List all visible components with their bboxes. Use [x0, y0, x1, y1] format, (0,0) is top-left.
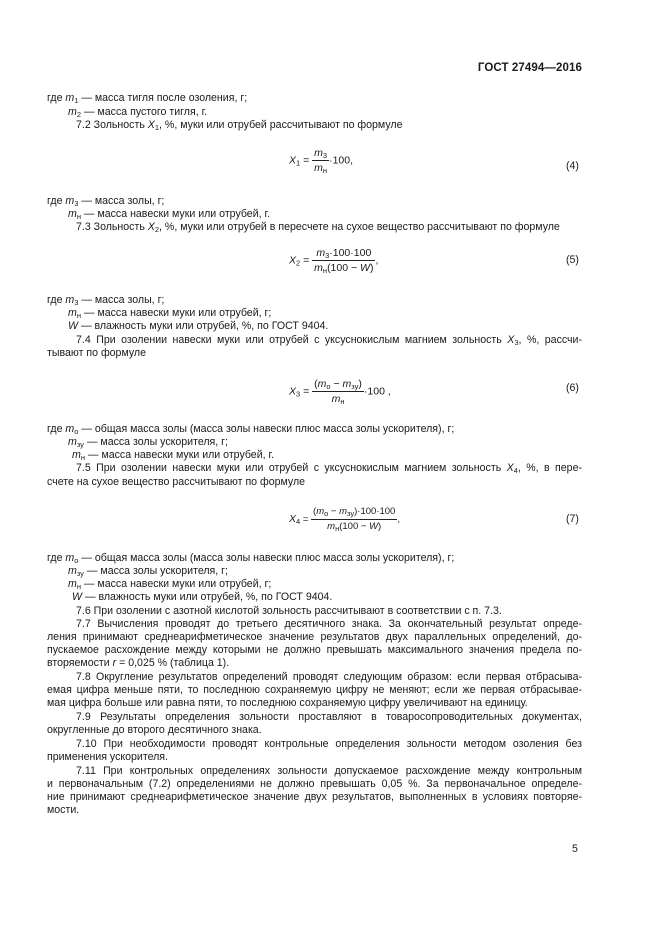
text: (	[314, 378, 318, 390]
sub: н	[80, 453, 85, 462]
sub: зу	[76, 440, 84, 449]
var: m	[65, 92, 75, 104]
text: )	[369, 262, 374, 274]
text: где	[47, 92, 66, 104]
text: , %, в пере-	[517, 462, 582, 474]
numerator	[311, 505, 397, 520]
text: = 0,025 % (таблица 1).	[116, 657, 230, 669]
var: m	[327, 521, 336, 532]
text: , %, рассчи-	[518, 334, 583, 346]
var: X	[507, 334, 515, 346]
clause-7-7-line	[47, 657, 229, 670]
sub: зу	[76, 569, 84, 578]
legend-line	[68, 208, 270, 221]
text: — общая масса золы (масса золы навески плюс масса золы ускорителя), г;	[78, 552, 455, 564]
clause-7-11-line: мости.	[47, 804, 80, 816]
clause-7-3	[76, 221, 560, 234]
text: — масса золы, г;	[78, 294, 165, 306]
formula-4	[289, 146, 353, 175]
tail: ·100,	[329, 154, 354, 167]
text: где	[47, 294, 66, 306]
sub: о	[74, 556, 79, 565]
text: )	[378, 521, 382, 532]
clause-7-9-line: округленные до второго десятичного знака.	[47, 724, 262, 736]
var: m	[331, 393, 341, 405]
text: вторяемости	[47, 657, 113, 669]
legend-line	[68, 565, 228, 578]
fraction	[311, 505, 397, 534]
text: (100 −	[327, 262, 361, 274]
numerator	[312, 246, 375, 261]
text: — масса навески муки или отрубей, г;	[80, 578, 272, 590]
text: — масса золы ускорителя, г;	[83, 436, 228, 448]
formula-number: (6)	[566, 382, 579, 394]
sub: 4	[513, 466, 518, 475]
op: =	[300, 154, 313, 167]
clause-7-5	[76, 462, 582, 475]
clause-7-10-line: применения ускорителя.	[47, 751, 168, 763]
text: ·100·100	[329, 247, 372, 259]
tail: ,	[397, 514, 400, 526]
formula-7	[289, 505, 400, 534]
var: m	[68, 565, 77, 577]
var: m	[68, 578, 77, 590]
var: X	[147, 221, 155, 233]
legend-line	[72, 591, 332, 604]
var: m	[65, 294, 75, 306]
denominator	[312, 261, 375, 275]
clause-7-4	[76, 334, 582, 347]
clause-7-11-line: 7.11 При контрольных определениях зольности допускаемое расхождение между контрольным	[76, 765, 582, 777]
sub: 2	[76, 110, 81, 119]
sub: 2	[154, 225, 160, 234]
sub: о	[324, 509, 329, 518]
numerator	[312, 377, 364, 392]
sub: 3	[74, 298, 79, 307]
text-line: счете на сухое вещество рассчитывают по формуле	[47, 476, 306, 488]
text: , %, муки или отрубей рассчитывают по формуле	[159, 119, 403, 131]
text: — масса навески муки или отрубей, г;	[80, 307, 272, 319]
var: X	[289, 385, 297, 398]
text: — масса навески муки или отрубей, г.	[84, 449, 275, 461]
legend-line	[72, 449, 274, 462]
sub: 1	[74, 96, 79, 105]
clause-7-7-line: 7.7 Вычисления проводят до третьего десятичного знака. За окончательный результат опреде-	[76, 618, 582, 630]
text: 7.3 Зольность	[76, 221, 148, 233]
var: m	[68, 436, 77, 448]
op: −	[330, 378, 343, 390]
formula-number: (7)	[566, 513, 579, 525]
formula-6	[289, 377, 391, 406]
var: m	[314, 147, 323, 159]
var: X	[147, 119, 155, 131]
text: )	[358, 378, 362, 390]
var: m	[314, 162, 323, 174]
var: m	[68, 208, 77, 220]
sub: н	[340, 397, 345, 406]
denominator	[311, 520, 397, 534]
text: — масса золы, г;	[78, 195, 165, 207]
sub: 1	[296, 158, 301, 168]
clause-7-6: 7.6 При озолении с азотной кислотой зольность рассчитывают в соответствии с п. 7.3.	[76, 605, 502, 617]
var: X	[506, 462, 514, 474]
sub: 3	[322, 151, 328, 160]
op: =	[300, 254, 313, 267]
var: m	[316, 506, 325, 517]
var: m	[68, 106, 77, 118]
var: m	[68, 307, 77, 319]
legend-line	[68, 320, 328, 333]
var: m	[316, 247, 326, 259]
sub: н	[76, 212, 81, 221]
sub: о	[74, 427, 79, 436]
var: m	[65, 423, 75, 435]
sub: 2	[296, 258, 301, 268]
op: −	[328, 506, 340, 517]
text: — масса навески муки или отрубей, г.	[80, 208, 271, 220]
text: (	[313, 506, 317, 517]
var: r	[112, 657, 117, 669]
legend-line	[68, 436, 228, 449]
text: — масса золы ускорителя, г;	[83, 565, 228, 577]
sub: н	[76, 582, 81, 591]
text-line: тывают по формуле	[47, 347, 146, 359]
legend-line	[68, 578, 271, 591]
text: (100 −	[339, 521, 370, 532]
clause-7-7-line: ления принимают среднеарифметическое значение результатов двух параллельных определений, до-	[47, 631, 582, 643]
fraction	[312, 146, 329, 175]
sub: н	[335, 524, 340, 533]
legend-line	[47, 423, 454, 436]
clause-7-10-line: 7.10 При необходимости проводят контрольные определения зольности методом озоления без	[76, 738, 582, 750]
text: — влажность муки или отрубей, %, по ГОСТ 9404.	[82, 591, 333, 603]
sub: 3	[296, 389, 301, 399]
numerator	[312, 146, 329, 161]
clause-7-8-line: мая цифра больше или равна пяти, то последнюю сохраняемую цифру увеличивают на единицу.	[47, 697, 528, 709]
formula-number: (4)	[566, 160, 579, 172]
sub: 3	[325, 251, 330, 260]
tail: ·100 ,	[363, 385, 391, 398]
text: где	[47, 552, 66, 564]
text: где	[47, 423, 66, 435]
var: X	[289, 513, 297, 526]
legend-line	[68, 106, 207, 119]
formula-number: (5)	[566, 254, 579, 266]
legend-line	[47, 92, 247, 105]
var: m	[317, 378, 327, 390]
sub: 4	[296, 517, 301, 527]
op: =	[300, 385, 313, 398]
var: m	[65, 195, 75, 207]
var: X	[289, 254, 297, 267]
sub: 3	[514, 338, 519, 347]
clause-7-8-line: 7.8 Округление результатов определений проводят следующим образом: если первая отбрасыва-	[76, 671, 582, 683]
clause-7-7-line: пускаемое расхождение между которыми не должно превышать максимального значения предела по-	[47, 644, 582, 656]
denominator	[312, 161, 329, 175]
sub: н	[322, 166, 328, 175]
text: — общая масса золы (масса золы навески плюс масса золы ускорителя), г;	[78, 423, 455, 435]
var: m	[72, 449, 81, 461]
sub: 3	[74, 199, 79, 208]
var: W	[360, 262, 370, 274]
clause-7-9-line: 7.9 Результаты определения зольности проставляют в товаросопроводительных документах,	[76, 711, 582, 723]
text: , %, муки или отрубей в пересчете на сухое вещество рассчитывают по формуле	[159, 221, 560, 233]
text: 7.4 При озолении навески муки или отрубей с уксуснокислым магнием зольность	[76, 334, 508, 346]
sub: 1	[154, 123, 160, 132]
var: X	[289, 154, 297, 167]
legend-line	[47, 552, 454, 565]
text: — масса пустого тигля, г.	[81, 106, 208, 118]
var: W	[68, 320, 78, 332]
clause-7-11-line: и первоначальным (7.2) определениями не должно превышать 0,05 %. За первоначальное определе-	[47, 778, 582, 790]
text: )·100·100	[354, 506, 396, 517]
legend-line	[47, 195, 164, 208]
legend-line	[47, 294, 164, 307]
text: — влажность муки или отрубей, %, по ГОСТ 9404.	[78, 320, 329, 332]
tail: ,	[375, 254, 379, 267]
fraction	[312, 377, 364, 406]
var: m	[342, 378, 352, 390]
text: 7.2 Зольность	[76, 119, 148, 131]
standard-header: ГОСТ 27494—2016	[477, 62, 582, 74]
clause-7-2	[76, 119, 402, 132]
denominator	[312, 392, 364, 406]
text: 7.5 При озолении навески муки или отрубей с уксуснокислым магнием зольность	[76, 462, 507, 474]
clause-7-11-line: ние принимают среднеарифметическое значение двух результатов, выполненных в условиях повторяе-	[47, 791, 582, 803]
var: W	[369, 521, 379, 532]
op: =	[300, 514, 312, 526]
var: m	[339, 506, 348, 517]
var: W	[72, 591, 82, 603]
var: m	[65, 552, 75, 564]
sub: зу	[347, 509, 355, 518]
text: — масса тигля после озоления, г;	[78, 92, 248, 104]
page-number: 5	[572, 843, 578, 855]
sub: о	[326, 382, 331, 391]
fraction	[312, 246, 375, 275]
sub: н	[322, 266, 328, 275]
formula-5	[289, 246, 378, 275]
var: m	[314, 262, 323, 274]
sub: н	[76, 311, 81, 320]
text: где	[47, 195, 66, 207]
legend-line	[68, 307, 271, 320]
sub: зу	[351, 382, 359, 391]
clause-7-8-line: емая цифра меньше пяти, то последнюю сохраняемую цифру не меняют; если же первая отбрасывае-	[47, 684, 582, 696]
